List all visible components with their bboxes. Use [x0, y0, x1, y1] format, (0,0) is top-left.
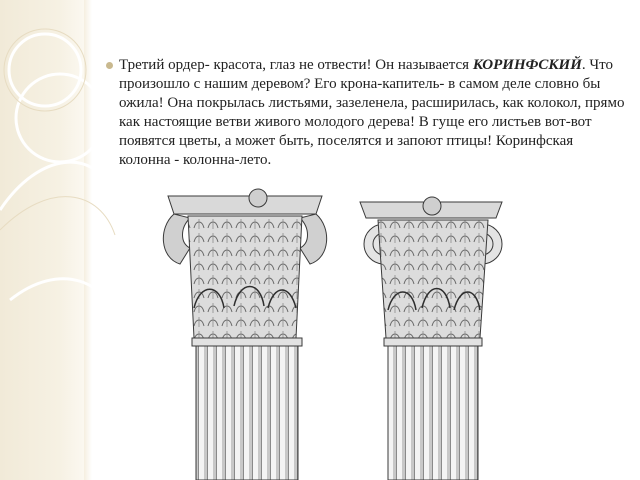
slide-paragraph — [106, 56, 626, 170]
left-volute-right — [300, 214, 327, 264]
left-astragal — [192, 338, 302, 346]
swirl-ring-top — [9, 34, 81, 106]
left-abacus — [168, 196, 322, 214]
right-shaft — [388, 346, 478, 480]
bullet-icon — [106, 62, 113, 69]
paragraph-text-start: Третий ордер- красота, глаз не отвести! Он называется — [119, 57, 473, 73]
right-acanthus-bell — [378, 220, 488, 338]
swirl-arc-outline — [0, 197, 115, 235]
right-abacus-flower — [423, 197, 441, 215]
right-column — [360, 197, 502, 480]
corinthian-columns-illustration — [150, 188, 520, 480]
left-shaft — [196, 346, 298, 480]
order-name-emphasis: КОРИНФСКИЙ — [472, 57, 582, 73]
swirl-ring-middle — [16, 74, 104, 162]
left-acanthus-bell — [188, 216, 302, 338]
swirl-arc-left — [0, 162, 110, 210]
left-volute-left — [163, 214, 190, 264]
slide-text-block — [106, 56, 626, 170]
swirl-ring-outline — [4, 29, 86, 111]
left-abacus-flower — [249, 189, 267, 207]
right-astragal — [384, 338, 482, 346]
paragraph-text-rest: . Что произошло с нашим деревом? Его крона-капитель- в самом деле словно бы ожила! Она покрылась листьями, зазеленела, расширилась, как колокол, прямо как настоящие ветви живого молодого дерева! В гуще его листьев вот-вот появятся цветы, а может быть, поселятся и запоют птицы! Коринфская колонна - колонна-лето. — [119, 57, 625, 168]
swirl-arc-lower — [10, 279, 120, 330]
left-column — [163, 189, 326, 480]
